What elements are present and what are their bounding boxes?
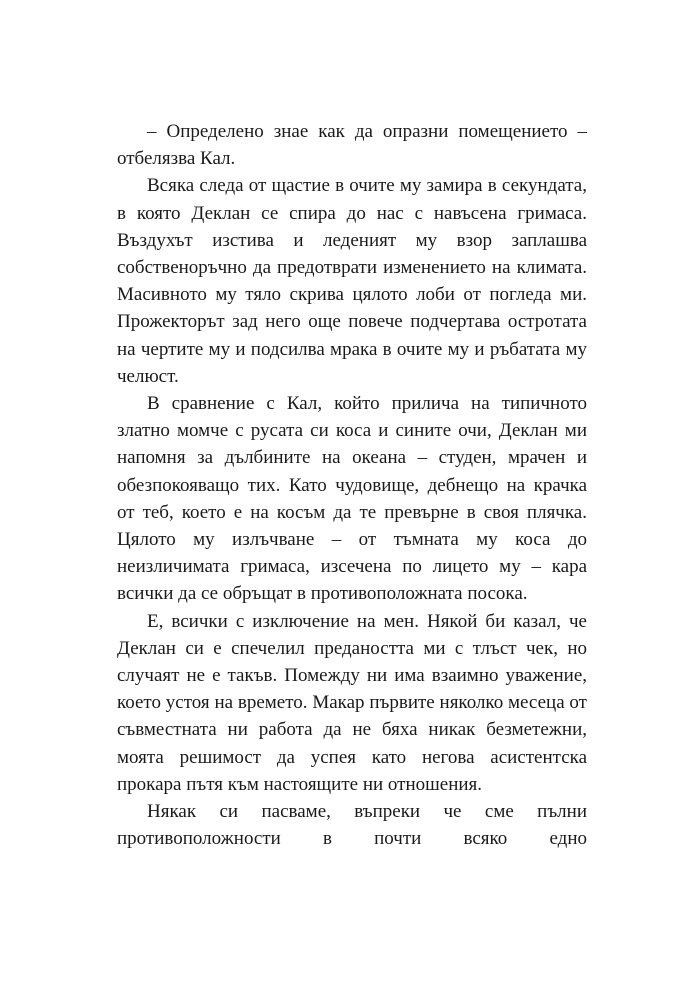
paragraph: Е, всички с изключение на мен. Някой би казал, че Деклан си е спечелил предаността ми с тлъст чек, но случаят не е такъв. Помежду ни има взаимно уважение, което устоя на времето. Макар първите няколко месеца от съвместната ни работа да не бяха никак безметежни, моята решимост да успея като негова асистентска прокара пътя към настоящите ни отношения. (117, 610, 587, 795)
paragraph: Всяка следа от щастие в очите му замира в секундата, в която Деклан се спира до нас с навъсена гримаса. Въздухът изстива и леденият му взор заплашва собственоръчно да предотврати изменението на климата. Масивното му тяло скрива цялото лоби от погледа ми. Прожекторът зад него още повече подчертава остротата на чертите му и подсилва мрака в очите му и ръбатата му челюст. (117, 175, 587, 387)
paragraph: Някак си пасваме, въпреки че сме пълни противоположности в почти всяко едно (117, 801, 587, 850)
body-text (117, 118, 587, 852)
paragraph: – Определено знае как да опразни помещението – отбелязва Кал. (117, 121, 587, 170)
paragraph: В сравнение с Кал, който прилича на типичното златно момче с русата си коса и сините очи, Деклан ми напомня за дълбините на океана – студен, мрачен и обезпокояващо тих. Като чудовище, дебнещо на крачка от теб, което е на косъм да те превърне в своя плячка. Цялото му излъчване – от тъмната му коса до неизличимата гримаса, изсечена по лицето му – кара всички да се обръщат в противоположната посока. (117, 393, 587, 605)
